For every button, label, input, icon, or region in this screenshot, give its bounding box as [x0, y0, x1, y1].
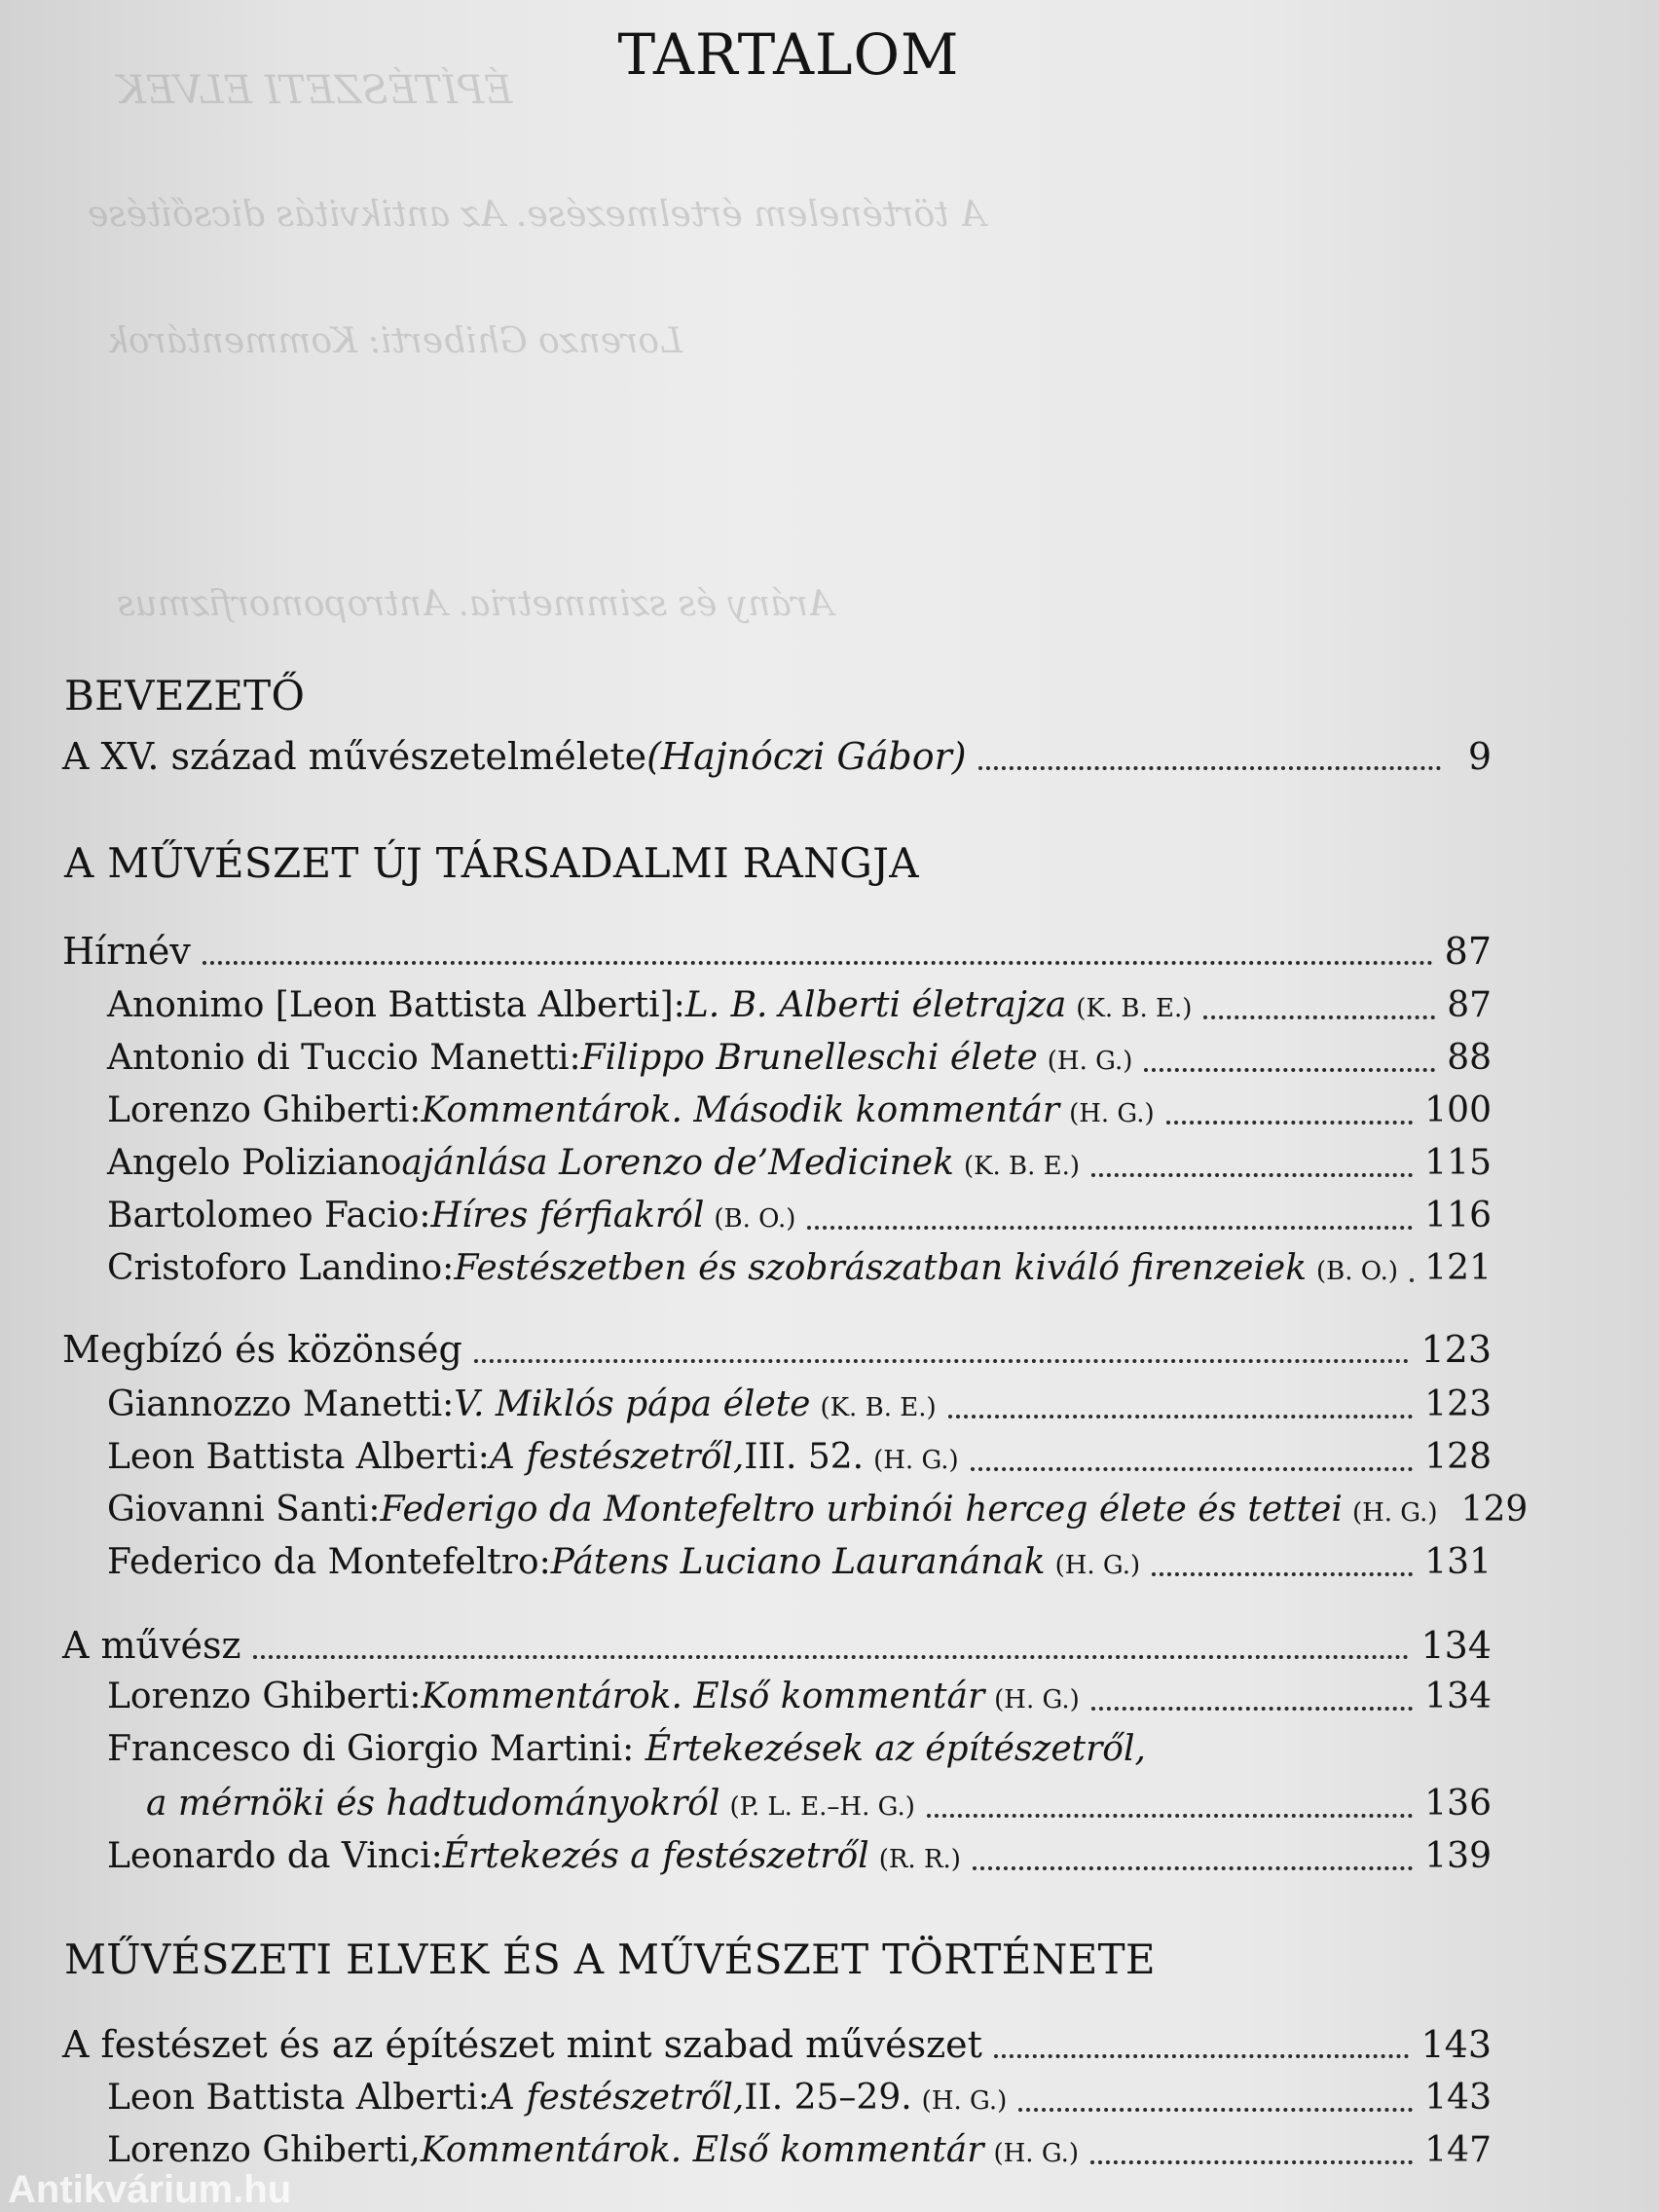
- entry-work: ajánlása Lorenzo de’Medicinek: [401, 1143, 954, 1183]
- entry-work: Kommentárok. Első kommentár: [420, 2130, 984, 2170]
- bleed-through-text: Arány és szimmetria. Antropomorfizmus: [117, 584, 833, 624]
- entry-work: Pátens Luciano Lauranának: [550, 1542, 1046, 1582]
- dot-leader: [927, 1814, 1413, 1818]
- toc-entry[interactable]: [107, 1437, 1492, 1477]
- entry-author: Leonardo da Vinci:: [107, 1836, 443, 1876]
- toc-subsection[interactable]: [62, 1624, 1492, 1667]
- entry-author: Leon Battista Alberti:: [107, 1437, 490, 1477]
- watermark: Antikvárium.hu: [8, 2168, 292, 2211]
- entry-work-continued: a mérnöki és hadtudományokról: [146, 1784, 720, 1824]
- entry-initials: (H. G.): [921, 2086, 1008, 2116]
- toc-entry[interactable]: [107, 1143, 1492, 1183]
- toc-entry[interactable]: [107, 1090, 1492, 1130]
- section-heading: A MŰVÉSZET ÚJ TÁRSADALMI RANGJA: [64, 839, 919, 887]
- entry-work: A festészetről,: [489, 1437, 745, 1477]
- dot-leader: [1091, 1707, 1414, 1711]
- entry-work: Filippo Brunelleschi élete: [580, 1038, 1038, 1078]
- toc-subsection[interactable]: [62, 1328, 1492, 1371]
- entry-initials: (H. G.): [1054, 1551, 1141, 1580]
- bleed-through-text: A történelem értelmezése. Az antikvitás dicsőítése: [88, 195, 986, 235]
- entry-author: Giannozzo Manetti:: [107, 1384, 455, 1424]
- page-number: 134: [1420, 1624, 1492, 1667]
- entry-author: Cristoforo Landino:: [107, 1248, 455, 1288]
- dot-leader: [1152, 1572, 1413, 1576]
- entry-author: Lorenzo Ghiberti:: [107, 1677, 422, 1716]
- toc-entry-line2[interactable]: [146, 1784, 1492, 1824]
- dot-leader: [203, 961, 1433, 965]
- page-number: 129: [1460, 1490, 1529, 1530]
- subsection-title: A művész: [62, 1624, 241, 1667]
- page-number: 100: [1424, 1090, 1492, 1130]
- entry-initials: (B. O.): [1316, 1257, 1398, 1286]
- page-number: 143: [1420, 2023, 1492, 2066]
- dot-leader: [1410, 1278, 1413, 1282]
- dot-leader: [1091, 1173, 1413, 1177]
- dot-leader: [1203, 1015, 1435, 1019]
- entry-work: Híres férfiakról: [430, 1196, 705, 1235]
- toc-subsection[interactable]: [62, 930, 1492, 973]
- toc-entry[interactable]: [62, 735, 1492, 778]
- toc-entry[interactable]: [107, 2130, 1492, 2170]
- dot-leader: [978, 766, 1441, 770]
- entry-initials: (H. G.): [873, 1446, 959, 1475]
- dot-leader: [994, 2054, 1410, 2058]
- toc-entry[interactable]: [107, 1038, 1492, 1078]
- page-number: 134: [1424, 1677, 1492, 1716]
- page-number: 87: [1444, 930, 1492, 973]
- page-number: 123: [1420, 1328, 1492, 1371]
- toc-entry[interactable]: [107, 985, 1492, 1025]
- toc-entry[interactable]: [107, 1248, 1492, 1288]
- dot-leader: [253, 1655, 1410, 1659]
- entry-work: L. B. Alberti életrajza: [684, 985, 1067, 1025]
- entry-author: Bartolomeo Facio:: [107, 1196, 431, 1235]
- dot-leader: [948, 1415, 1414, 1419]
- entry-initials: (H. G.): [1047, 1047, 1133, 1076]
- section-heading: BEVEZETŐ: [64, 672, 306, 719]
- entry-work: Értekezések az építészetről,: [645, 1729, 1146, 1769]
- entry-work: Festészetben és szobrászatban kiváló firenzeiek: [454, 1248, 1308, 1288]
- toc-entry[interactable]: [107, 2078, 1492, 2118]
- entry-author: Lorenzo Ghiberti:: [107, 1090, 422, 1130]
- page-number: 116: [1424, 1196, 1492, 1235]
- entry-initials: (H. G.): [993, 2139, 1080, 2168]
- dot-leader: [474, 1359, 1410, 1363]
- entry-initials: (K. B. E.): [963, 1152, 1081, 1181]
- toc-entry[interactable]: [107, 1196, 1492, 1235]
- page-number: 143: [1424, 2078, 1492, 2118]
- entry-work: Federigo da Montefeltro urbinói herceg élete és tettei: [380, 1490, 1343, 1530]
- entry-initials: (K. B. E.): [1076, 994, 1193, 1023]
- entry-author: Angelo Poliziano: [107, 1143, 402, 1183]
- dot-leader: [1090, 2160, 1413, 2164]
- bleed-through-text: ÉPÍTÉSZETI ELVEK: [117, 68, 513, 113]
- page-number: 115: [1424, 1143, 1492, 1183]
- subsection-title: A festészet és az építészet mint szabad művészet: [62, 2023, 982, 2066]
- dot-leader: [971, 1467, 1414, 1471]
- entry-author: Anonimo [Leon Battista Alberti]:: [107, 985, 685, 1025]
- page-number: 128: [1424, 1437, 1492, 1477]
- page-number: 136: [1424, 1784, 1492, 1824]
- page-number: 88: [1447, 1038, 1492, 1078]
- entry-author: Antonio di Tuccio Manetti:: [107, 1038, 581, 1078]
- page-title: TARTALOM: [617, 21, 960, 88]
- page-number: 121: [1424, 1248, 1492, 1288]
- entry-author: Federico da Montefeltro:: [107, 1542, 551, 1582]
- entry-detail: III. 52.: [744, 1437, 865, 1477]
- entry-detail: II. 25–29.: [744, 2078, 912, 2118]
- entry-initials: (P. L. E.–H. G.): [729, 1792, 915, 1822]
- toc-entry[interactable]: [107, 1542, 1492, 1582]
- toc-entry[interactable]: [107, 1677, 1492, 1716]
- page-number: 9: [1467, 735, 1492, 778]
- dot-leader: [973, 1866, 1413, 1870]
- dot-leader: [807, 1226, 1413, 1230]
- toc-entry[interactable]: [107, 1836, 1492, 1876]
- entry-work: Értekezés a festészetről: [442, 1836, 869, 1876]
- dot-leader: [1166, 1121, 1414, 1124]
- page-number: 139: [1424, 1836, 1492, 1876]
- page-number: 87: [1447, 985, 1492, 1025]
- toc-entry[interactable]: [107, 1384, 1492, 1424]
- entry-author: Leon Battista Alberti:: [107, 2078, 490, 2118]
- entry-work: Kommentárok. Első kommentár: [421, 1677, 985, 1716]
- entry-work: Kommentárok. Második kommentár: [421, 1090, 1060, 1130]
- entry-work: A festészetről,: [489, 2078, 745, 2118]
- entry-author: Lorenzo Ghiberti,: [107, 2130, 421, 2170]
- bleed-through-text: Lorenzo Ghiberti: Kommentárok: [107, 321, 682, 361]
- page-number: 123: [1424, 1384, 1492, 1424]
- dot-leader: [1018, 2108, 1413, 2112]
- entry-author: Giovanni Santi:: [107, 1490, 381, 1530]
- section-heading: MŰVÉSZETI ELVEK ÉS A MŰVÉSZET TÖRTÉNETE: [64, 1936, 1156, 1983]
- page-number: 131: [1424, 1542, 1492, 1582]
- entry-author: Francesco di Giorgio Martini:: [107, 1729, 645, 1769]
- entry-initials: (R. R.): [878, 1845, 961, 1874]
- subsection-title: Hírnév: [62, 930, 191, 973]
- entry-initials: (H. G.): [1351, 1498, 1438, 1528]
- entry-initials: (B. O.): [714, 1204, 796, 1234]
- dot-leader: [1144, 1068, 1435, 1072]
- subsection-title: Megbízó és közönség: [62, 1328, 462, 1371]
- entry-work: V. Miklós pápa élete: [454, 1384, 811, 1424]
- entry-author: A XV. század művészetelmélete: [62, 735, 647, 778]
- toc-entry-line1[interactable]: [107, 1729, 1146, 1769]
- toc-subsection[interactable]: [62, 2023, 1492, 2066]
- entry-initials: (H. G.): [994, 1685, 1080, 1714]
- entry-work: (Hajnóczi Gábor): [646, 735, 967, 778]
- entry-initials: (K. B. E.): [820, 1393, 937, 1422]
- toc-entry[interactable]: [107, 1490, 1529, 1530]
- entry-initials: (H. G.): [1069, 1099, 1155, 1128]
- page-number: 147: [1424, 2130, 1492, 2170]
